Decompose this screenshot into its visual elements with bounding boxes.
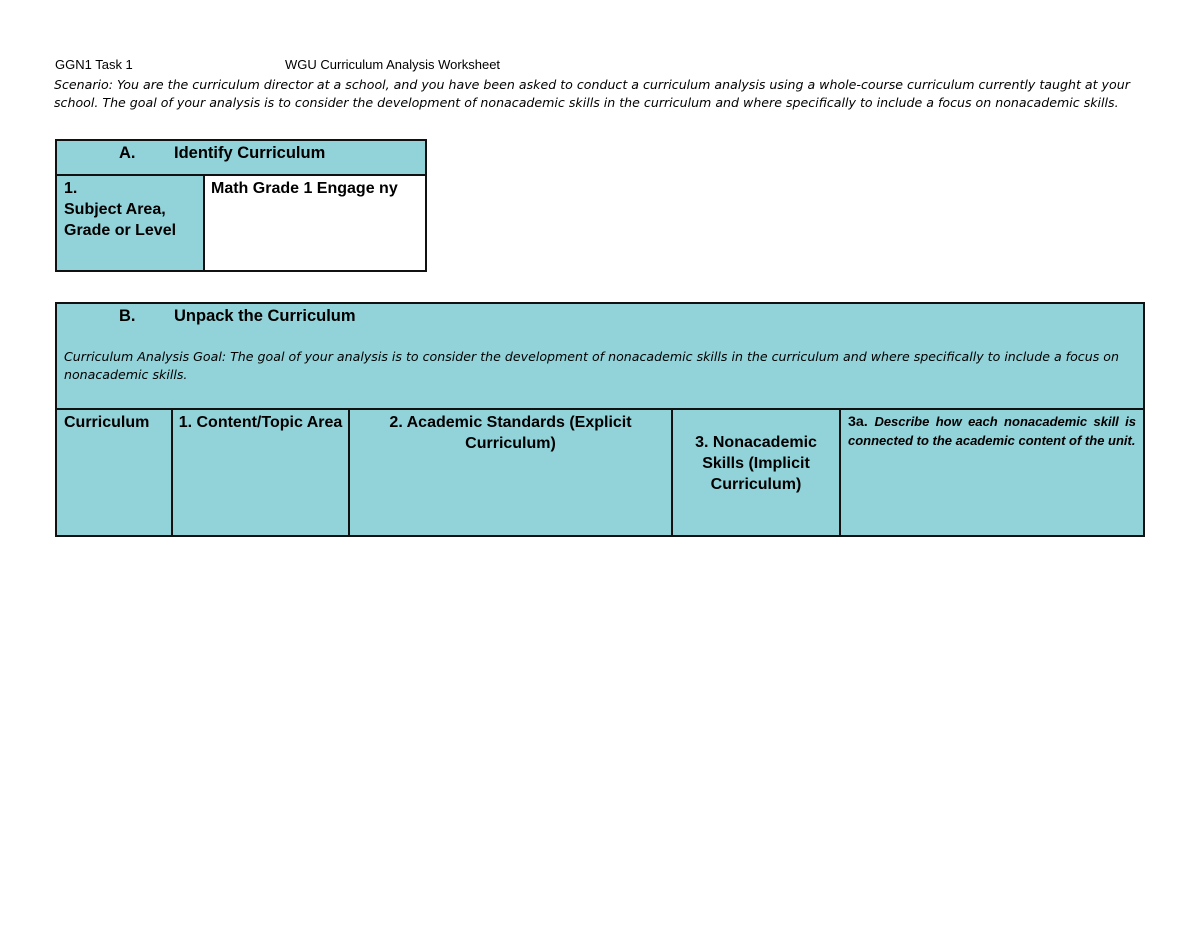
section-b-header xyxy=(56,303,1144,409)
subject-area-label: Subject Area, Grade or Level xyxy=(64,201,177,239)
column-header-academic-standards: 2. Academic Standards (Explicit Curriculum) xyxy=(349,409,672,536)
document-code: GGN1 Task 1 xyxy=(55,57,133,72)
column-header-describe-connection xyxy=(840,409,1144,536)
unpack-curriculum-table xyxy=(55,302,1145,537)
section-b-letter: B. xyxy=(119,307,136,325)
section-a-letter: A. xyxy=(119,144,136,162)
describe-text: Describe how each nonacademic skill is connected to the academic content of the unit. xyxy=(848,414,1136,448)
column-header-nonacademic-skills: 3. Nonacademic Skills (Implicit Curriculum) xyxy=(672,409,840,536)
column-header-curriculum: Curriculum xyxy=(56,409,172,536)
subject-area-value: Math Grade 1 Engage ny xyxy=(211,180,398,197)
scenario-text: Scenario: You are the curriculum director at a school, and you have been asked to conduct a curriculum analysis using a whole-course curriculum currently taught at your school. The goal of your analysis is to consider the development of nonacademic skills in the curriculum and where specifically to include a focus on nonacademic skills. xyxy=(54,77,1130,110)
subject-area-value-cell[interactable] xyxy=(204,175,426,271)
identify-curriculum-table xyxy=(55,139,427,272)
subject-area-label-cell xyxy=(56,175,204,271)
section-a-header xyxy=(56,140,426,175)
describe-number: 3a. xyxy=(848,414,868,430)
subject-area-number: 1. xyxy=(64,180,78,197)
section-b-title: Unpack the Curriculum xyxy=(174,307,356,325)
document-title: WGU Curriculum Analysis Worksheet xyxy=(285,57,501,72)
column-header-content-topic: 1. Content/Topic Area xyxy=(172,409,349,536)
analysis-goal-text: Curriculum Analysis Goal: The goal of your analysis is to consider the development of nonacademic skills in the curriculum and where specifically to include a focus on nonacademic skills. xyxy=(64,349,1119,382)
section-a-title: Identify Curriculum xyxy=(174,144,326,162)
